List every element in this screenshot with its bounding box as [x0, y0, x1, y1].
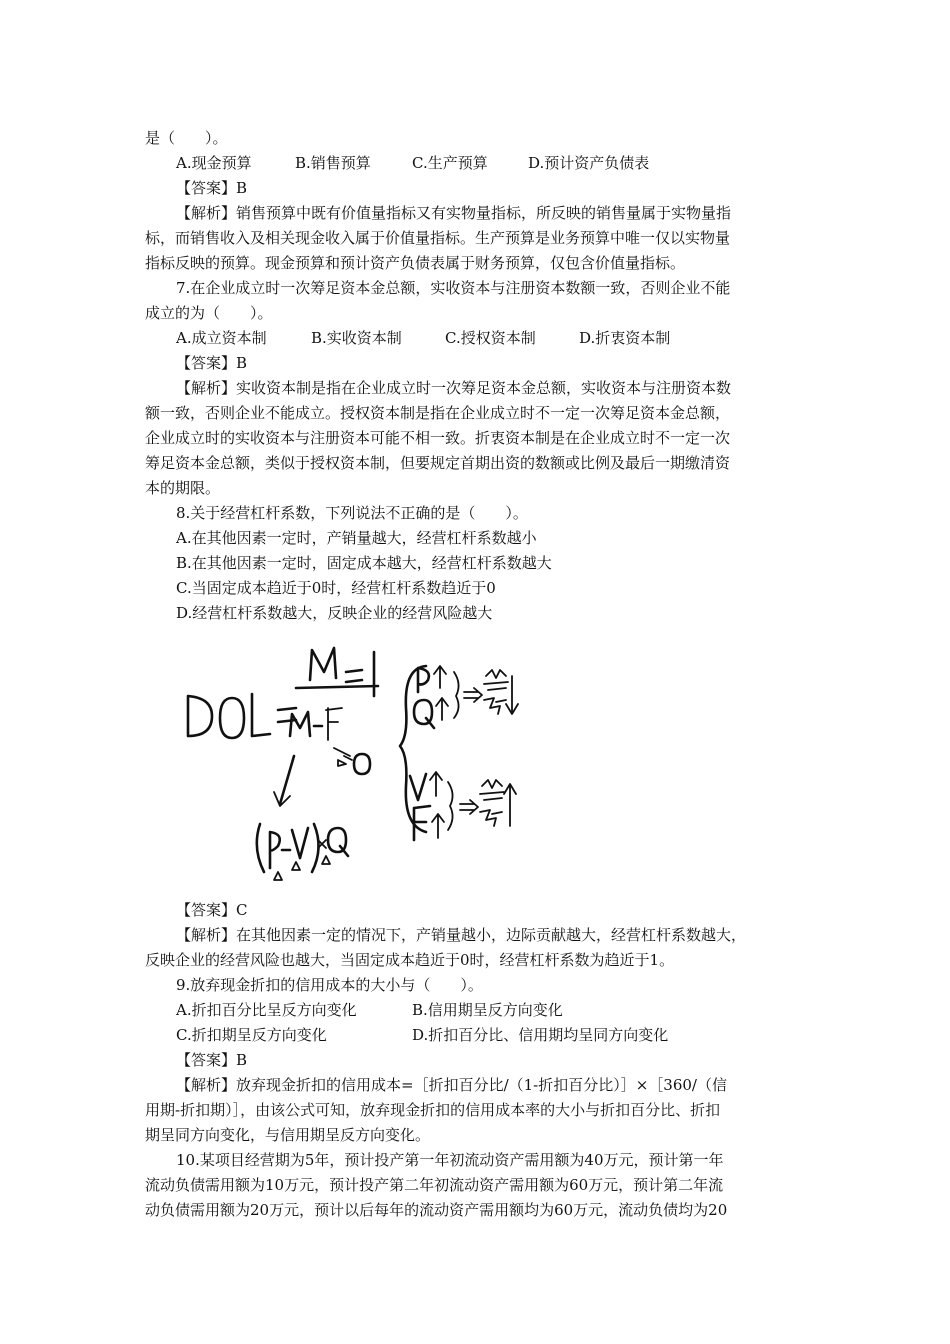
q7-answer: 【答案】B	[176, 354, 248, 372]
q9-question: 9.放弃现金折扣的信用成本的大小与（ ）。	[176, 976, 483, 994]
q9-analysis-line: 用期-折扣期）］，由该公式可知，放弃现金折扣的信用成本率的大小与折扣百分比、折扣	[145, 1101, 721, 1119]
q6-option-a: A.现金预算	[176, 154, 252, 172]
q9-answer: 【答案】B	[176, 1051, 248, 1069]
q10-question-line: 10.某项目经营期为5年，预计投产第一年初流动资产需用额为40万元，预计第一年	[176, 1151, 724, 1169]
q6-analysis-line: 【解析】销售预算中既有价值量指标又有实物量指标，所反映的销售量属于实物量指	[176, 204, 732, 222]
q7-analysis-line: 额一致，否则企业不能成立。授权资本制是指在企业成立时不一定一次筹足资本金总额，	[145, 404, 731, 422]
q8-answer: 【答案】C	[176, 901, 248, 919]
q9-option-b: B.信用期呈反方向变化	[412, 1001, 563, 1019]
q9-option-c: C.折扣期呈反方向变化	[176, 1026, 327, 1044]
q7-analysis-line: 【解析】实收资本制是指在企业成立时一次筹足资本金总额，实收资本与注册资本数	[176, 379, 732, 397]
handwritten-dol-sketch	[178, 636, 528, 898]
q10-question-line: 流动负债需用额为10万元，预计投产第二年初流动资产需用额为60万元，预计第二年流	[145, 1176, 724, 1194]
q8-analysis-line: 反映企业的经营风险也越大，当固定成本趋近于0时，经营杠杆系数为趋近于1。	[145, 951, 675, 969]
q7-option-c: C.授权资本制	[445, 329, 536, 347]
q6-option-c: C.生产预算	[412, 154, 488, 172]
q6-analysis-line: 标，而销售收入及相关现金收入属于价值量指标。生产预算是业务预算中唯一仅以实物量	[145, 229, 731, 247]
q8-option-a: A.在其他因素一定时，产销量越大，经营杠杆系数越小	[176, 529, 537, 547]
q9-analysis-line: 期呈同方向变化，与信用期呈反方向变化。	[145, 1126, 431, 1144]
q8-question: 8.关于经营杠杆系数，下列说法不正确的是（ ）。	[176, 504, 528, 522]
q7-question-line: 成立的为（ ）。	[145, 304, 273, 322]
q7-option-a: A.成立资本制	[176, 329, 267, 347]
q7-option-d: D.折衷资本制	[579, 329, 671, 347]
q8-option-d: D.经营杠杆系数越大，反映企业的经营风险越大	[176, 604, 493, 622]
q8-option-c: C.当固定成本趋近于0时，经营杠杆系数趋近于0	[176, 579, 496, 597]
q7-analysis-line: 本的期限。	[145, 479, 221, 497]
q6-question-tail: 是（ ）。	[145, 129, 228, 147]
q9-analysis-line: 【解析】放弃现金折扣的信用成本=［折扣百分比/（1-折扣百分比）］×［360/（信	[176, 1076, 727, 1094]
q6-option-d: D.预计资产负债表	[528, 154, 650, 172]
q8-option-b: B.在其他因素一定时，固定成本越大，经营杠杆系数越大	[176, 554, 552, 572]
q9-option-d: D.折扣百分比、信用期均呈同方向变化	[412, 1026, 669, 1044]
q6-analysis-line: 指标反映的预算。现金预算和预计资产负债表属于财务预算，仅包含价值量指标。	[145, 254, 686, 272]
q6-answer: 【答案】B	[176, 179, 248, 197]
q6-option-b: B.销售预算	[295, 154, 371, 172]
q9-option-a: A.折扣百分比呈反方向变化	[176, 1001, 357, 1019]
q7-question-line: 7.在企业成立时一次筹足资本金总额，实收资本与注册资本数额一致，否则企业不能	[176, 279, 731, 297]
q10-question-line: 动负债需用额为20万元，预计以后每年的流动资产需用额均为60万元，流动负债均为20	[145, 1201, 728, 1219]
q7-analysis-line: 企业成立时的实收资本与注册资本可能不相一致。折衷资本制是在企业成立时不一定一次	[145, 429, 731, 447]
q8-analysis-line: 【解析】在其他因素一定的情况下，产销量越小，边际贡献越大，经营杠杆系数越大，	[176, 926, 747, 944]
q7-option-b: B.实收资本制	[311, 329, 402, 347]
q7-analysis-line: 筹足资本金总额，类似于授权资本制，但要规定首期出资的数额或比例及最后一期缴清资	[145, 454, 731, 472]
